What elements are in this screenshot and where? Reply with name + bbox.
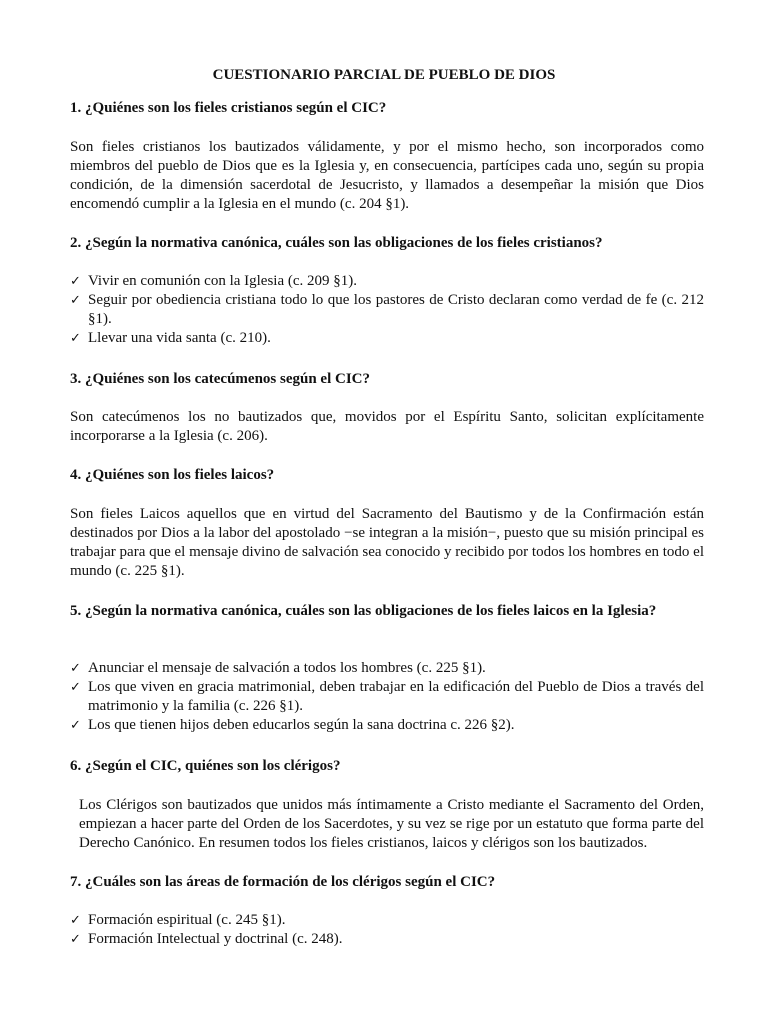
answer-1: Son fieles cristianos los bautizados válidamente, y por el mismo hecho, son incorporados como miembros del pueblo de Dios que es la Iglesia y, en consecuencia, partícipes cada uno, según su propia condición, de la dimensión sacerdotal de Jesucristo, y llamados a desempeñar la misión que Dios encomendó cumplir a la Iglesia en el mundo (c. 204 §1). bbox=[70, 139, 704, 212]
list-item-text: Formación espiritual (c. 245 §1). bbox=[88, 912, 286, 928]
list-item bbox=[70, 329, 704, 348]
obligations-list-5 bbox=[70, 659, 704, 735]
list-item-text: Seguir por obediencia cristiana todo lo que los pastores de Cristo declaran como verdad de fe (c. 212 §1). bbox=[88, 292, 704, 327]
check-mark-icon: ✓ bbox=[70, 932, 81, 947]
list-item-text: Los que viven en gracia matrimonial, deben trabajar en la edificación del Pueblo de Dios a través del matrimonio y la familia (c. 226 §1). bbox=[88, 679, 704, 714]
question-4: 4. ¿Quiénes son los fieles laicos? bbox=[70, 467, 275, 483]
check-mark-icon: ✓ bbox=[70, 680, 81, 695]
answer-4: Son fieles Laicos aquellos que en virtud del Sacramento del Bautismo y de la Confirmación están destinados por Dios a la labor del apostolado −se integran a la misión−, puesto que su misión principal es trabajar para que el mensaje divino de salvación sea conocido y recibido por todos los hombres en todo el mundo (c. 225 §1). bbox=[70, 506, 704, 579]
list-item bbox=[70, 678, 704, 716]
list-item-text: Los que tienen hijos deben educarlos según la sana doctrina c. 226 §2). bbox=[88, 717, 515, 733]
check-mark-icon: ✓ bbox=[70, 718, 81, 733]
question-2: 2. ¿Según la normativa canónica, cuáles son las obligaciones de los fieles cristianos? bbox=[70, 235, 603, 251]
list-item bbox=[70, 291, 704, 329]
check-mark-icon: ✓ bbox=[70, 913, 81, 928]
list-item bbox=[70, 716, 704, 735]
question-5: 5. ¿Según la normativa canónica, cuáles son las obligaciones de los fieles laicos en la Iglesia? bbox=[70, 603, 657, 619]
check-mark-icon: ✓ bbox=[70, 661, 81, 676]
list-item bbox=[70, 930, 704, 949]
list-item bbox=[70, 911, 704, 930]
check-mark-icon: ✓ bbox=[70, 293, 81, 308]
list-item-text: Anunciar el mensaje de salvación a todos los hombres (c. 225 §1). bbox=[88, 660, 486, 676]
obligations-list-2 bbox=[70, 272, 704, 348]
check-mark-icon: ✓ bbox=[70, 331, 81, 346]
document-title: CUESTIONARIO PARCIAL DE PUEBLO DE DIOS bbox=[212, 67, 556, 83]
list-item bbox=[70, 272, 704, 291]
list-item-text: Formación Intelectual y doctrinal (c. 248). bbox=[88, 931, 343, 947]
question-3: 3. ¿Quiénes son los catecúmenos según el CIC? bbox=[70, 371, 371, 387]
answer-6: Los Clérigos son bautizados que unidos más íntimamente a Cristo mediante el Sacramento del Orden, empiezan a hacer parte del Orden de los Sacerdotes, y su vez se rige por un estatuto que forma parte del Derecho Canónico. En resumen todos los fieles cristianos, laicos y clérigos son los bautizados. bbox=[79, 797, 704, 851]
formation-areas-list bbox=[70, 911, 704, 949]
question-6: 6. ¿Según el CIC, quiénes son los clérigos? bbox=[70, 758, 341, 774]
list-item bbox=[70, 659, 704, 678]
question-1: 1. ¿Quiénes son los fieles cristianos según el CIC? bbox=[70, 100, 387, 116]
list-item-text: Vivir en comunión con la Iglesia (c. 209 §1). bbox=[88, 273, 358, 289]
answer-3: Son catecúmenos los no bautizados que, movidos por el Espíritu Santo, solicitan explícitamente incorporarse a la Iglesia (c. 206). bbox=[70, 409, 704, 444]
question-7: 7. ¿Cuáles son las áreas de formación de los clérigos según el CIC? bbox=[70, 874, 496, 890]
list-item-text: Llevar una vida santa (c. 210). bbox=[88, 330, 271, 346]
check-mark-icon: ✓ bbox=[70, 274, 81, 289]
